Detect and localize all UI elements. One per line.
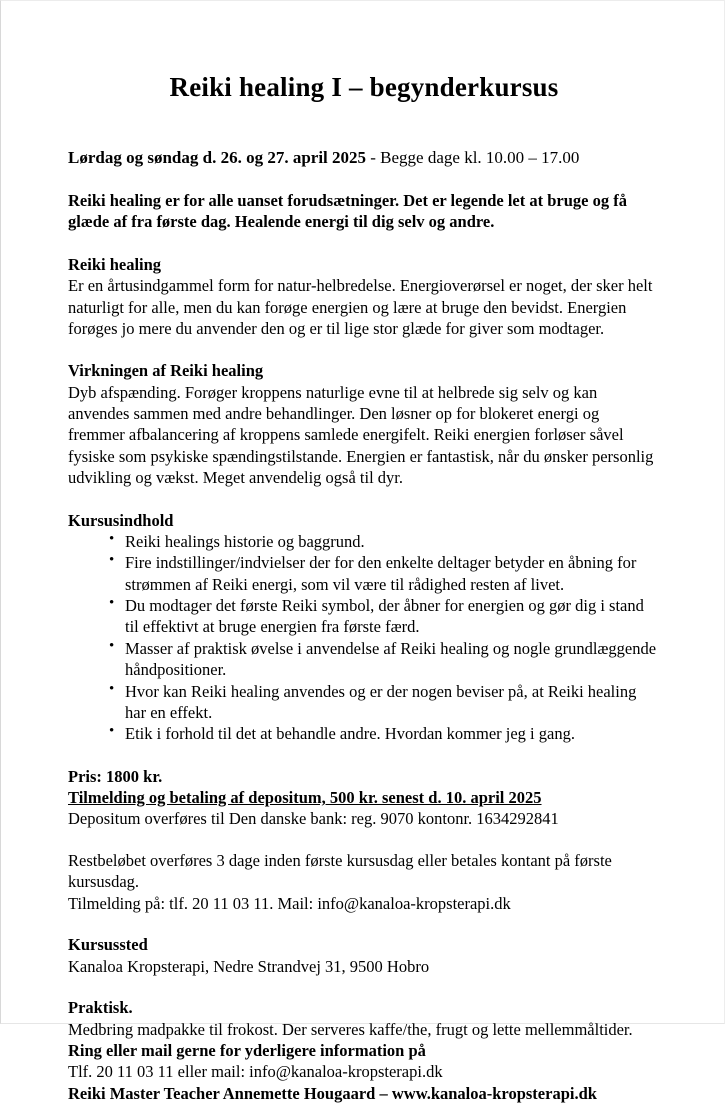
price-line: Pris: 1800 kr.	[68, 766, 163, 786]
list-item: • Etik i forhold til det at behandle andre. Hvordan kommer jeg i gang.	[109, 723, 660, 744]
list-item: • Fire indstillinger/indvielser der for den enkelte deltager betyder en åbning for strømmen af Reiki energi, som vil være til rådighed resten af livet.	[109, 552, 660, 595]
bank-details-line: Depositum overføres til Den danske bank: reg. 9070 kontonr. 1634292841	[68, 809, 559, 829]
teacher-signature-line: Reiki Master Teacher Annemette Hougaard – www.kanaloa-kropsterapi.dk	[68, 1083, 597, 1103]
section-heading-kursussted: Kursussted	[68, 935, 148, 955]
section-body-virkningen: Dyb afspænding. Forøger kroppens naturlige evne til at helbrede sig selv og kan anvendes sammen med andre behandlinger. Den løsner op for blokeret energi og fremmer afbalancering af kroppens samlede energifelt. Reiki energien forløser såvel fysiske som psykiske spændingstilstande. Energien er fantastisk, når du ønsker personlig udvikling og vækst. Meget anvendelig også til dyr.	[68, 382, 654, 488]
section-heading-reiki-healing: Reiki healing	[68, 254, 162, 274]
page-title: Reiki healing I – begynderkursus	[169, 72, 559, 102]
list-item: • Du modtager det første Reiki symbol, der åbner for energien og gør dig i stand til effektivt at bruge energien fra første færd.	[109, 595, 660, 638]
section-heading-kursusindhold: Kursusindhold	[68, 510, 174, 530]
signup-contact-line: Tilmelding på: tlf. 20 11 03 11. Mail: info@kanaloa-kropsterapi.dk	[68, 893, 511, 913]
practical-block	[68, 977, 660, 1104]
deposit-deadline-line: Tilmelding og betaling af depositum, 500 kr. senest d. 10. april 2025	[68, 788, 542, 808]
course-time-text: - Begge dage kl. 10.00 – 17.00	[366, 147, 580, 167]
list-item: • Hvor kan Reiki healing anvendes og er der nogen beviser på, at Reiki healing har en effekt.	[109, 681, 660, 724]
course-date-bold: Lørdag og søndag d. 26. og 27. april 2025	[68, 147, 367, 167]
practical-contact-invite: Ring eller mail gerne for yderligere information på	[68, 1040, 426, 1060]
remainder-payment-line: Restbeløbet overføres 3 dage inden første kursusdag eller betales kontant på første kursusdag.	[68, 850, 612, 892]
document-content	[68, 1, 660, 1104]
lead-paragraph: Reiki healing er for alle uanset forudsætninger. Det er legende let at bruge og få glæde af fra første dag. Healende energi til dig selv og andre.	[68, 190, 627, 232]
venue-address: Kanaloa Kropsterapi, Nedre Strandvej 31, 9500 Hobro	[68, 956, 430, 976]
course-date-line	[68, 103, 660, 168]
pricing-block	[68, 745, 660, 830]
course-content-list	[68, 531, 660, 745]
list-item: • Masser af praktisk øvelse i anvendelse af Reiki healing og nogle grundlæggende håndpositioner.	[109, 638, 660, 681]
section-body-reiki-healing: Er en årtusindgammel form for natur-helbredelse. Energioverørsel er noget, der sker helt naturligt for alle, men du kan forøge energien og lære at bruge den bevidst. Energien forøges jo mere du anvender den og er til lige stor glæde for giver som modtager.	[68, 276, 653, 338]
payment-terms-block	[68, 830, 660, 914]
list-item: • Reiki healings historie og baggrund.	[109, 531, 660, 552]
practical-contact-details: Tlf. 20 11 03 11 eller mail: info@kanaloa-kropsterapi.dk	[68, 1062, 443, 1082]
section-heading-praktisk: Praktisk.	[68, 998, 133, 1018]
venue-block	[68, 914, 660, 977]
practical-food-line: Medbring madpakke til frokost. Der serveres kaffe/the, frugt og lette mellemmåltider.	[68, 1019, 633, 1039]
section-heading-virkningen: Virkningen af Reiki healing	[68, 361, 264, 381]
